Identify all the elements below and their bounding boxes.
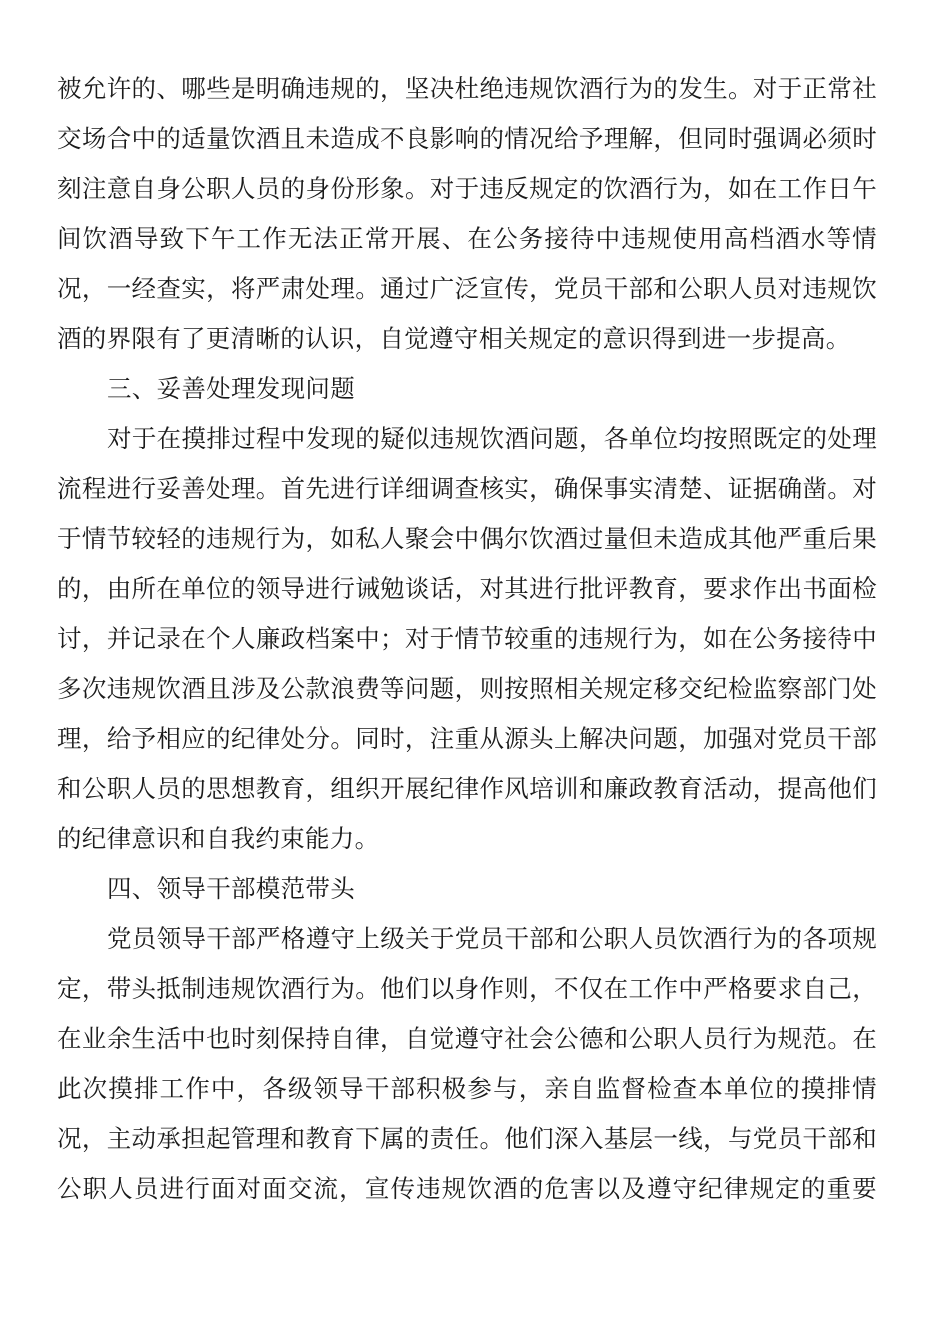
paragraph-line: 在业余生活中也时刻保持自律，自觉遵守社会公德和公职人员行为规范。在 (57, 1024, 877, 1053)
paragraph-line: 酒的界限有了更清晰的认识，自觉遵守相关规定的意识得到进一步提高。 (57, 324, 851, 353)
section-heading-3: 三、妥善处理发现问题 (107, 374, 355, 403)
paragraph-line: 刻注意自身公职人员的身份形象。对于违反规定的饮酒行为，如在工作日午 (57, 174, 877, 203)
paragraph-line: 的纪律意识和自我约束能力。 (57, 824, 380, 853)
paragraph-line: 被允许的、哪些是明确违规的，坚决杜绝违规饮酒行为的发生。对于正常社 (57, 74, 877, 103)
paragraph-awareness (57, 64, 877, 364)
paragraph-line: 对于在摸排过程中发现的疑似违规饮酒问题，各单位均按照既定的处理 (107, 424, 877, 453)
paragraph-line: 和公职人员的思想教育，组织开展纪律作风培训和廉政教育活动，提高他们 (57, 774, 877, 803)
document-body (57, 64, 877, 1214)
paragraph-line: 党员领导干部严格遵守上级关于党员干部和公职人员饮酒行为的各项规 (107, 924, 877, 953)
paragraph-line: 多次违规饮酒且涉及公款浪费等问题，则按照相关规定移交纪检监察部门处 (57, 674, 877, 703)
paragraph-line: 况，一经查实，将严肃处理。通过广泛宣传，党员干部和公职人员对违规饮 (57, 274, 877, 303)
paragraph-line: 公职人员进行面对面交流，宣传违规饮酒的危害以及遵守纪律规定的重要 (57, 1174, 877, 1203)
paragraph-line: 的，由所在单位的领导进行诫勉谈话，对其进行批评教育，要求作出书面检 (57, 574, 877, 603)
paragraph-line: 间饮酒导致下午工作无法正常开展、在公务接待中违规使用高档酒水等情 (57, 224, 877, 253)
paragraph-line: 定，带头抵制违规饮酒行为。他们以身作则，不仅在工作中严格要求自己， (57, 974, 877, 1003)
paragraph-line: 流程进行妥善处理。首先进行详细调查核实，确保事实清楚、证据确凿。对 (57, 474, 877, 503)
paragraph-line: 况，主动承担起管理和教育下属的责任。他们深入基层一线，与党员干部和 (57, 1124, 877, 1153)
paragraph-line: 理，给予相应的纪律处分。同时，注重从源头上解决问题，加强对党员干部 (57, 724, 877, 753)
paragraph-line: 于情节较轻的违规行为，如私人聚会中偶尔饮酒过量但未造成其他严重后果 (57, 524, 877, 553)
section-heading-4: 四、领导干部模范带头 (107, 874, 355, 903)
paragraph-handling (57, 414, 877, 864)
paragraph-line: 讨，并记录在个人廉政档案中；对于情节较重的违规行为，如在公务接待中 (57, 624, 877, 653)
paragraph-line: 此次摸排工作中，各级领导干部积极参与，亲自监督检查本单位的摸排情 (57, 1074, 877, 1103)
paragraph-line: 交场合中的适量饮酒且未造成不良影响的情况给予理解，但同时强调必须时 (57, 124, 877, 153)
paragraph-leadership (57, 914, 877, 1214)
